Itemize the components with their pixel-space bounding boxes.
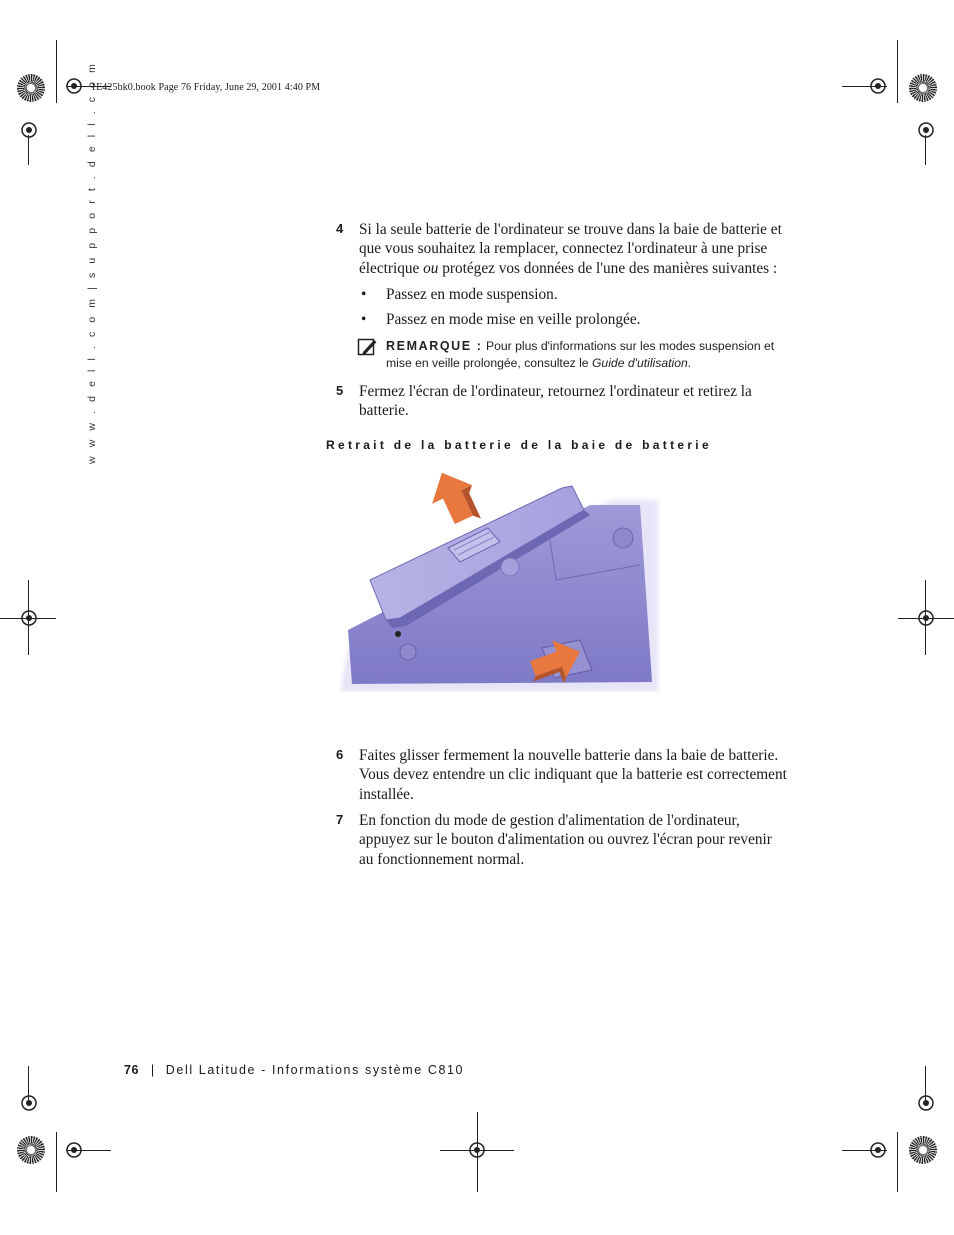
crosshair-mark-icon [906,110,946,150]
crop-mark [842,1150,887,1151]
registration-rosette-bottom-left [17,1136,45,1164]
crop-mark [925,135,926,165]
note-line [386,355,816,372]
registration-rosette-top-right [909,74,937,102]
registration-rosette-bottom-right [909,1136,937,1164]
text-line: installée. [359,785,414,803]
text-line [359,259,819,278]
text-line: Faites glisser fermement la nouvelle batterie dans la baie de batterie. [359,747,779,764]
crop-mark [28,135,29,165]
crop-mark [925,1066,926,1103]
crop-mark [56,40,57,103]
document-title: Dell Latitude - Informations système C810 [165,1063,465,1077]
screw [400,644,416,660]
crosshair-mark-icon [9,1083,49,1123]
text-line: appuyez sur le bouton d'alimentation ou ouvrez l'écran pour revenir [359,831,772,849]
page-number: 76 [124,1063,139,1077]
screw [613,528,633,548]
text-line: que vous souhaitez la remplacer, connectez l'ordinateur à une prise [359,240,768,258]
step-text [359,811,819,869]
side-url: w w w . d e l l . c o m | s u p p o r t . d e l l . c o m [86,61,98,464]
footer-separator: | [150,1063,156,1077]
battery-removal-illustration [340,470,662,692]
slide-arrow-icon [422,470,486,535]
crop-mark [897,1132,898,1192]
note-line [386,338,816,355]
text-line: En fonction du mode de gestion d'alimentation de l'ordinateur, [359,812,740,829]
note-text: Pour plus d'informations sur les modes suspension et [482,339,775,353]
bullet-symbol: • [361,311,367,328]
crop-mark [440,1150,514,1151]
crop-mark [28,1066,29,1103]
crop-mark [842,86,887,87]
note-guide-ref: Guide d'utilisation [591,356,688,370]
text-fragment: électrique [359,259,424,277]
screw [501,558,519,576]
text-line: Si la seule batterie de l'ordinateur se trouve dans la baie de batterie et [359,221,782,238]
step-number: 4 [336,221,344,236]
text-line: batterie. [359,402,409,420]
crop-mark [897,40,898,103]
pencil-note-icon [357,337,377,357]
note-text: mise en veille prolongée, consultez le [386,356,592,370]
step-text [359,382,819,421]
crosshair-mark-icon [906,1083,946,1123]
step-text [359,746,819,804]
text-line: Fermez l'écran de l'ordinateur, retournez l'ordinateur et retirez la [359,383,752,400]
crop-mark [477,1112,478,1192]
text-line: au fonctionnement normal. [359,850,525,868]
step-text [359,220,819,278]
text-line: Vous devez entendre un clic indiquant que la batterie est correctement [359,766,787,784]
step-number: 5 [336,383,344,398]
step-number: 7 [336,812,344,827]
text-fragment: protégez vos données de l'une des manières suivantes : [438,259,778,277]
note-remarque [386,338,816,372]
print-slug: 1E425bk0.book Page 76 Friday, June 29, 2001 4:40 PM [91,82,321,93]
step-number: 6 [336,747,344,762]
crop-mark [66,1150,111,1151]
indicator-dot [395,631,401,637]
note-text: . [687,356,692,370]
emphasis: ou [423,259,439,277]
bullet-text: Passez en mode suspension. [386,286,558,303]
crop-mark [898,618,954,619]
bullet-symbol: • [361,286,367,303]
registration-rosette-top-left [17,74,45,102]
figure-title: Retrait de la batterie de la baie de batterie [326,438,712,452]
crop-mark [0,618,56,619]
bullet-text: Passez en mode mise en veille prolongée. [386,311,641,328]
crosshair-mark-icon [9,110,49,150]
note-lead: REMARQUE : [386,339,483,353]
page-footer [124,1063,464,1077]
crop-mark [56,1132,57,1192]
